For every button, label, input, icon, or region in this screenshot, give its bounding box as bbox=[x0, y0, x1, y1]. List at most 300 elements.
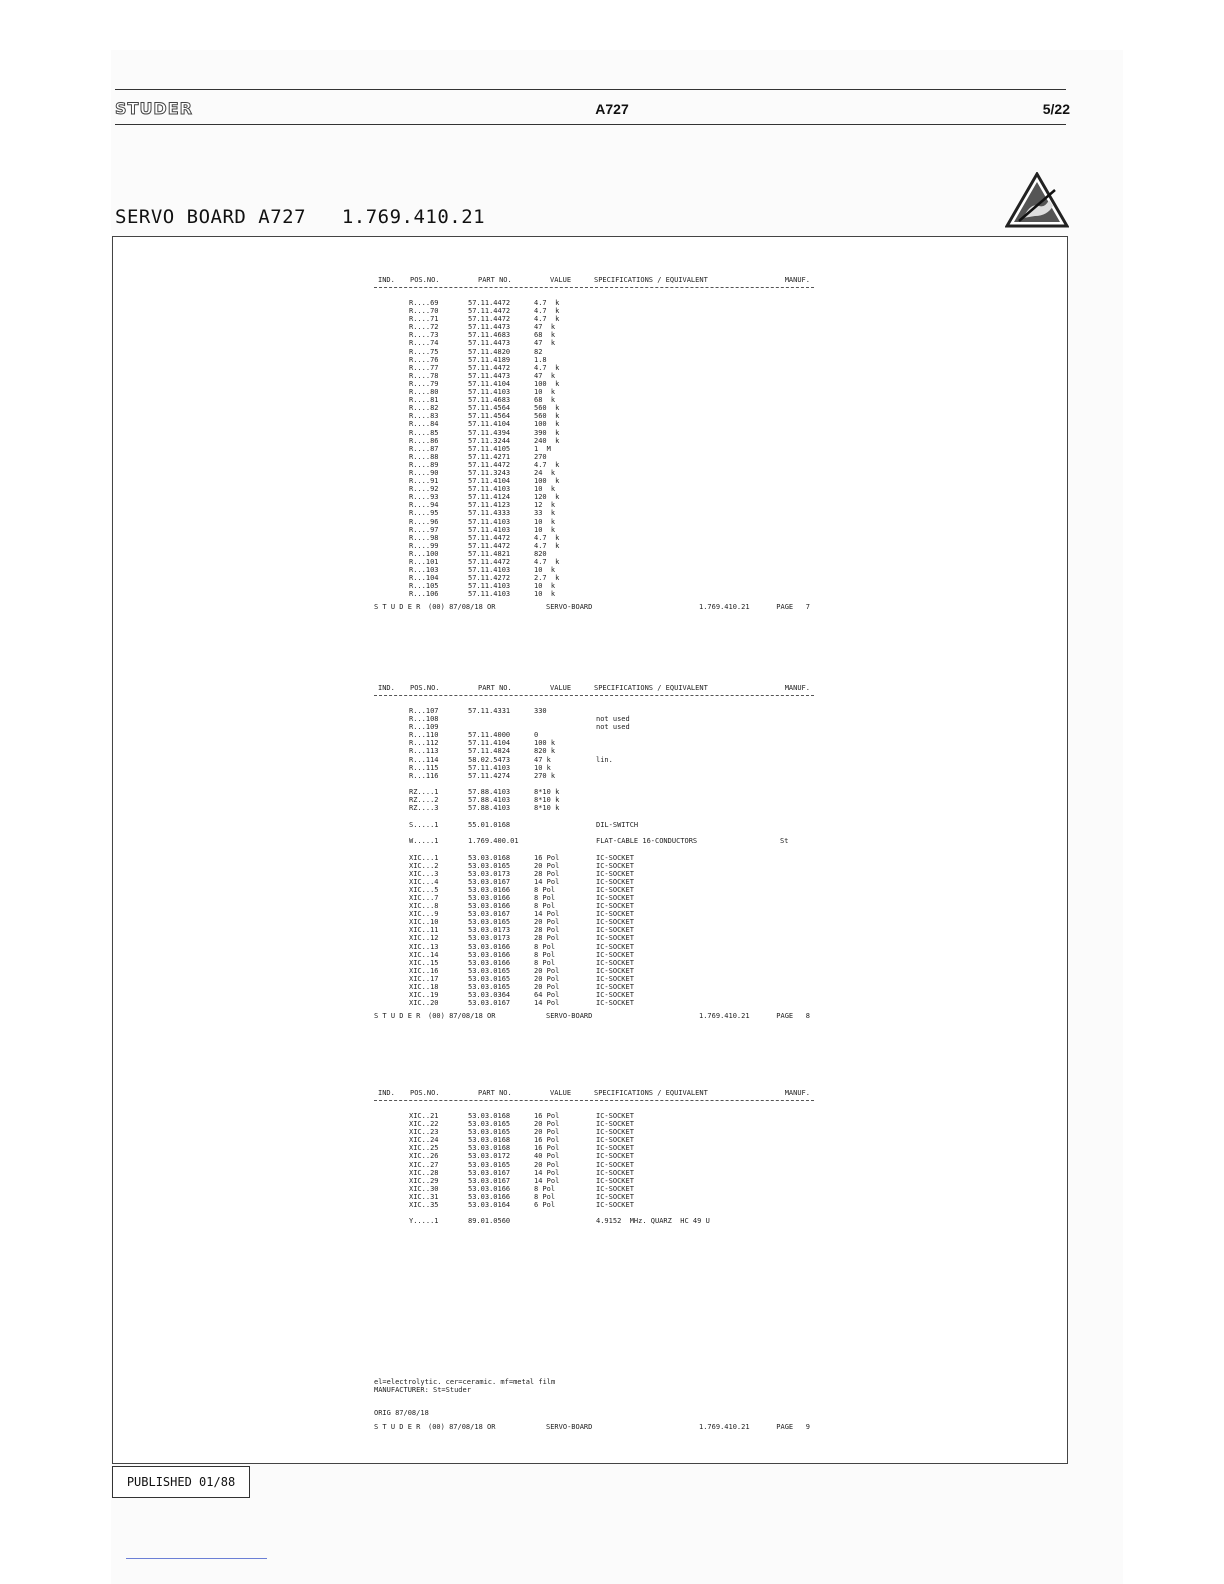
table-row bbox=[374, 1193, 814, 1201]
table-row bbox=[374, 967, 814, 975]
part-no: 53.03.0166 bbox=[468, 1192, 511, 1201]
part-no: 53.03.0165 bbox=[468, 974, 511, 983]
part-no: 57.11.4473 bbox=[468, 323, 511, 332]
part-no: 53.03.0166 bbox=[468, 1184, 511, 1193]
table-row bbox=[374, 582, 814, 590]
value: 10 k bbox=[534, 566, 556, 575]
value: 1.8 bbox=[534, 355, 547, 364]
specification: IC-SOCKET bbox=[596, 877, 634, 886]
value: 390 k bbox=[534, 428, 560, 437]
table-row bbox=[374, 437, 814, 445]
pos-no: Y.....1 bbox=[409, 1217, 439, 1226]
table-row bbox=[374, 934, 814, 942]
table-row bbox=[374, 429, 814, 437]
row-spacer bbox=[374, 1209, 814, 1217]
specification: IC-SOCKET bbox=[596, 950, 634, 959]
col-header-value: VALUE bbox=[550, 276, 572, 284]
footer-studer: S T U D E R bbox=[374, 1012, 421, 1021]
header-model: A727 bbox=[595, 101, 629, 117]
value: 4.7 k bbox=[534, 363, 560, 372]
pos-no: XIC..31 bbox=[409, 1192, 439, 1201]
value: 100 k bbox=[534, 420, 560, 429]
part-no: 57.11.4123 bbox=[468, 501, 511, 510]
specification: IC-SOCKET bbox=[596, 918, 634, 927]
part-no: 55.01.0168 bbox=[468, 820, 511, 829]
value: 20 Pol bbox=[534, 983, 560, 991]
specification: IC-SOCKET bbox=[596, 926, 634, 935]
table-row bbox=[374, 918, 814, 926]
table-row bbox=[374, 380, 814, 388]
part-no: 53.03.0167 bbox=[468, 1176, 511, 1185]
header-dashed-rule bbox=[374, 1100, 814, 1101]
part-no: 57.11.4472 bbox=[468, 299, 511, 307]
pos-no: R...116 bbox=[409, 771, 439, 780]
pos-no: XIC...2 bbox=[409, 861, 439, 870]
part-no: 57.11.4473 bbox=[468, 371, 511, 380]
table-row bbox=[374, 1152, 814, 1160]
table-row bbox=[374, 715, 814, 723]
table-row bbox=[374, 493, 814, 501]
col-header-ind: IND. bbox=[378, 684, 395, 692]
value: 100 k bbox=[534, 379, 560, 388]
pos-no: R....73 bbox=[409, 331, 439, 340]
value: 820 bbox=[534, 549, 547, 558]
pos-no: R....97 bbox=[409, 525, 439, 534]
footer-rev: (00) 87/08/18 OR bbox=[428, 1422, 496, 1431]
published-stamp: PUBLISHED 01/88 bbox=[112, 1466, 250, 1498]
value: 6 Pol bbox=[534, 1201, 556, 1210]
value: 20 Pol bbox=[534, 918, 560, 927]
specification: IC-SOCKET bbox=[596, 1136, 634, 1145]
value: 20 Pol bbox=[534, 861, 560, 870]
table-row bbox=[374, 796, 814, 804]
table-row bbox=[374, 1161, 814, 1169]
table-row bbox=[374, 788, 814, 796]
table-row bbox=[374, 542, 814, 550]
value: 16 Pol bbox=[534, 853, 560, 862]
pos-no: R....91 bbox=[409, 477, 439, 486]
part-no: 53.03.0172 bbox=[468, 1152, 511, 1161]
value: 14 Pol bbox=[534, 1168, 560, 1177]
table-row bbox=[374, 420, 814, 428]
part-no: 57.11.4103 bbox=[468, 517, 511, 526]
table-row bbox=[374, 339, 814, 347]
pos-no: XIC...4 bbox=[409, 877, 439, 886]
part-no: 57.11.4104 bbox=[468, 420, 511, 429]
parts-list-page-8 bbox=[374, 684, 814, 1022]
row-spacer bbox=[374, 780, 814, 788]
pos-no: R....99 bbox=[409, 541, 439, 550]
col-header-manuf: MANUF. bbox=[784, 1089, 810, 1097]
value: 47 k bbox=[534, 755, 551, 764]
pos-no: R....74 bbox=[409, 339, 439, 348]
table-row bbox=[374, 331, 814, 339]
specification: IC-SOCKET bbox=[596, 885, 634, 894]
pos-no: R...107 bbox=[409, 707, 439, 715]
part-no: 57.88.4103 bbox=[468, 796, 511, 805]
part-no: 53.03.0364 bbox=[468, 991, 511, 1000]
pos-no: R....72 bbox=[409, 323, 439, 332]
pos-no: R...108 bbox=[409, 715, 439, 724]
pos-no: R...101 bbox=[409, 558, 439, 566]
table-row bbox=[374, 315, 814, 323]
footer-name: SERVO-BOARD bbox=[546, 1422, 593, 1431]
part-no: 53.03.0166 bbox=[468, 902, 511, 911]
specification: IC-SOCKET bbox=[596, 1128, 634, 1137]
footer-number: 1.769.410.21 bbox=[699, 1012, 750, 1021]
value: 4.7 k bbox=[534, 299, 560, 307]
col-header-manuf: MANUF. bbox=[784, 276, 810, 284]
pos-no: R....93 bbox=[409, 493, 439, 502]
value: 100 k bbox=[534, 739, 556, 748]
pos-no: XIC..27 bbox=[409, 1160, 439, 1169]
pos-no: R....80 bbox=[409, 388, 439, 397]
specification: IC-SOCKET bbox=[596, 869, 634, 878]
pos-no: R....86 bbox=[409, 436, 439, 445]
specification: IC-SOCKET bbox=[596, 853, 634, 862]
table-row bbox=[374, 878, 814, 886]
pos-no: XIC...1 bbox=[409, 853, 439, 862]
value: 47 k bbox=[534, 339, 556, 348]
row-spacer bbox=[374, 845, 814, 853]
value: 10 k bbox=[534, 582, 556, 591]
part-no: 53.03.0166 bbox=[468, 958, 511, 967]
pos-no: R...105 bbox=[409, 582, 439, 591]
part-no: 57.11.4103 bbox=[468, 485, 511, 494]
specification: IC-SOCKET bbox=[596, 1201, 634, 1210]
legend-line: MANUFACTURER: St=Studer bbox=[374, 1386, 471, 1395]
pos-no: R...115 bbox=[409, 763, 439, 772]
part-no: 53.03.0165 bbox=[468, 1120, 511, 1129]
specification: IC-SOCKET bbox=[596, 942, 634, 951]
part-no: 57.11.4103 bbox=[468, 590, 511, 599]
table-row bbox=[374, 469, 814, 477]
col-header-part: PART NO. bbox=[478, 1089, 512, 1097]
value: 240 k bbox=[534, 436, 560, 445]
pos-no: XIC..17 bbox=[409, 974, 439, 983]
footer-rev: (00) 87/08/18 OR bbox=[428, 603, 496, 612]
table-row bbox=[374, 501, 814, 509]
pos-no: XIC..10 bbox=[409, 918, 439, 927]
table-row bbox=[374, 991, 814, 999]
table-row bbox=[374, 558, 814, 566]
value: 4.7 k bbox=[534, 460, 560, 469]
specification: IC-SOCKET bbox=[596, 1112, 634, 1120]
value: 28 Pol bbox=[534, 869, 560, 878]
footer-studer: S T U D E R bbox=[374, 1422, 421, 1431]
value: 68 k bbox=[534, 396, 556, 405]
table-row bbox=[374, 388, 814, 396]
pos-no: R...109 bbox=[409, 723, 439, 732]
pos-no: XIC..12 bbox=[409, 934, 439, 943]
specification: IC-SOCKET bbox=[596, 974, 634, 983]
footer-page: PAGE 8 bbox=[776, 1012, 810, 1021]
table-row bbox=[374, 902, 814, 910]
pos-no: XIC..35 bbox=[409, 1201, 439, 1210]
table-row bbox=[374, 959, 814, 967]
value: 8*10 k bbox=[534, 796, 560, 805]
part-no: 57.11.4824 bbox=[468, 747, 511, 756]
pos-no: XIC..29 bbox=[409, 1176, 439, 1185]
part-no: 53.03.0165 bbox=[468, 966, 511, 975]
part-no: 57.11.4472 bbox=[468, 533, 511, 542]
value: 120 k bbox=[534, 493, 560, 502]
table-row bbox=[374, 837, 814, 845]
part-no: 53.03.0167 bbox=[468, 999, 511, 1008]
pos-no: XIC...9 bbox=[409, 910, 439, 919]
part-no: 53.03.0165 bbox=[468, 1160, 511, 1169]
col-header-pos: POS.NO. bbox=[410, 276, 440, 284]
table-row bbox=[374, 299, 814, 307]
part-no: 57.11.4189 bbox=[468, 355, 511, 364]
specification: IC-SOCKET bbox=[596, 966, 634, 975]
table-row bbox=[374, 821, 814, 829]
part-no: 53.03.0173 bbox=[468, 926, 511, 935]
pos-no: R....87 bbox=[409, 444, 439, 453]
part-no: 53.03.0166 bbox=[468, 885, 511, 894]
value: 14 Pol bbox=[534, 999, 560, 1008]
pos-no: R...106 bbox=[409, 590, 439, 599]
specification: IC-SOCKET bbox=[596, 983, 634, 991]
part-no: 57.11.4105 bbox=[468, 444, 511, 453]
value: 8 Pol bbox=[534, 902, 556, 911]
pos-no: XIC...8 bbox=[409, 902, 439, 911]
value: 82 bbox=[534, 347, 543, 356]
part-no: 53.03.0167 bbox=[468, 1168, 511, 1177]
part-no: 57.11.4272 bbox=[468, 574, 511, 583]
footer-number: 1.769.410.21 bbox=[699, 1422, 750, 1431]
pos-no: R....81 bbox=[409, 396, 439, 405]
table-row bbox=[374, 1120, 814, 1128]
table-row bbox=[374, 886, 814, 894]
part-no: 57.11.4103 bbox=[468, 388, 511, 397]
value: 8 Pol bbox=[534, 958, 556, 967]
table-row bbox=[374, 404, 814, 412]
value: 8 Pol bbox=[534, 893, 556, 902]
pos-no: XIC..19 bbox=[409, 991, 439, 1000]
specification: IC-SOCKET bbox=[596, 1152, 634, 1161]
table-row bbox=[374, 910, 814, 918]
orig-date: ORIG 87/08/18 bbox=[374, 1408, 429, 1417]
part-no: 53.03.0168 bbox=[468, 1144, 511, 1153]
table-row bbox=[374, 364, 814, 372]
specification: IC-SOCKET bbox=[596, 893, 634, 902]
table-row bbox=[374, 862, 814, 870]
table-row bbox=[374, 1217, 814, 1225]
specification: IC-SOCKET bbox=[596, 910, 634, 919]
table-row bbox=[374, 772, 814, 780]
part-no: 57.11.4104 bbox=[468, 739, 511, 748]
pos-no: R....88 bbox=[409, 452, 439, 461]
esd-warning-icon bbox=[1005, 172, 1069, 228]
table-row bbox=[374, 348, 814, 356]
header-page-number: 5/22 bbox=[1042, 101, 1070, 117]
pos-no: R...100 bbox=[409, 549, 439, 558]
part-no: 57.11.4472 bbox=[468, 315, 511, 324]
header-dashed-rule bbox=[374, 695, 814, 696]
specification: IC-SOCKET bbox=[596, 902, 634, 911]
table-row bbox=[374, 574, 814, 582]
value: 10 k bbox=[534, 388, 556, 397]
value: 64 Pol bbox=[534, 991, 560, 1000]
part-no: 57.11.4472 bbox=[468, 460, 511, 469]
specification: not used bbox=[596, 715, 630, 724]
part-no: 57.11.4821 bbox=[468, 549, 511, 558]
pos-no: R...104 bbox=[409, 574, 439, 583]
col-header-spec: SPECIFICATIONS / EQUIVALENT bbox=[594, 1089, 708, 1097]
pos-no: XIC...5 bbox=[409, 885, 439, 894]
pos-no: R....77 bbox=[409, 363, 439, 372]
pos-no: R....69 bbox=[409, 299, 439, 307]
page-footer bbox=[374, 603, 814, 613]
board-title: SERVO BOARD A727 1.769.410.21 bbox=[115, 206, 486, 228]
part-no: 57.11.4104 bbox=[468, 379, 511, 388]
specification: IC-SOCKET bbox=[596, 1144, 634, 1153]
value: 10 k bbox=[534, 485, 556, 494]
part-no: 53.03.0168 bbox=[468, 1112, 511, 1120]
specification: FLAT-CABLE 16-CONDUCTORS bbox=[596, 837, 698, 846]
footer-number: 1.769.410.21 bbox=[699, 603, 750, 612]
value: 330 bbox=[534, 707, 547, 715]
table-row bbox=[374, 1169, 814, 1177]
specification: IC-SOCKET bbox=[596, 861, 634, 870]
pos-no: XIC..26 bbox=[409, 1152, 439, 1161]
part-no: 57.11.4394 bbox=[468, 428, 511, 437]
part-no: 57.11.3243 bbox=[468, 468, 511, 477]
value: 0 bbox=[534, 731, 539, 740]
studer-logo: STUDER bbox=[115, 99, 193, 118]
part-no: 53.03.0166 bbox=[468, 893, 511, 902]
value: 20 Pol bbox=[534, 1120, 560, 1129]
pos-no: XIC...7 bbox=[409, 893, 439, 902]
value: 20 Pol bbox=[534, 966, 560, 975]
part-no: 53.03.0166 bbox=[468, 950, 511, 959]
page-footer bbox=[374, 1012, 814, 1022]
specification: IC-SOCKET bbox=[596, 1184, 634, 1193]
pos-no: R...103 bbox=[409, 566, 439, 575]
value: 8*10 k bbox=[534, 788, 560, 797]
column-headers bbox=[374, 276, 814, 286]
table-row bbox=[374, 461, 814, 469]
table-row bbox=[374, 445, 814, 453]
table-row bbox=[374, 870, 814, 878]
row-spacer bbox=[374, 812, 814, 820]
table-row bbox=[374, 590, 814, 598]
pos-no: R...113 bbox=[409, 747, 439, 756]
pos-no: RZ....2 bbox=[409, 796, 439, 805]
part-no: 57.11.4472 bbox=[468, 307, 511, 316]
value: 2.7 k bbox=[534, 574, 560, 583]
value: 10 k bbox=[534, 590, 556, 599]
value: 47 k bbox=[534, 371, 556, 380]
part-no: 57.11.4564 bbox=[468, 404, 511, 413]
col-header-pos: POS.NO. bbox=[410, 1089, 440, 1097]
column-headers bbox=[374, 1089, 814, 1099]
part-no: 53.03.0165 bbox=[468, 918, 511, 927]
part-no: 53.03.0165 bbox=[468, 861, 511, 870]
header-top-rule bbox=[115, 89, 1066, 90]
parts-rows bbox=[374, 1112, 814, 1226]
table-row bbox=[374, 1112, 814, 1120]
part-no: 57.11.4103 bbox=[468, 525, 511, 534]
pos-no: XIC..25 bbox=[409, 1144, 439, 1153]
table-row bbox=[374, 723, 814, 731]
value: 16 Pol bbox=[534, 1136, 560, 1145]
specification: IC-SOCKET bbox=[596, 1168, 634, 1177]
part-no: 57.11.4271 bbox=[468, 452, 511, 461]
table-row bbox=[374, 323, 814, 331]
parts-rows bbox=[374, 707, 814, 1007]
pos-no: XIC..24 bbox=[409, 1136, 439, 1145]
pos-no: R....71 bbox=[409, 315, 439, 324]
part-no: 57.11.4104 bbox=[468, 477, 511, 486]
pos-no: XIC..15 bbox=[409, 958, 439, 967]
part-no: 57.11.4472 bbox=[468, 541, 511, 550]
col-header-manuf: MANUF. bbox=[784, 684, 810, 692]
pos-no: XIC..30 bbox=[409, 1184, 439, 1193]
pos-no: R....89 bbox=[409, 460, 439, 469]
col-header-value: VALUE bbox=[550, 1089, 572, 1097]
value: 560 k bbox=[534, 404, 560, 413]
table-row bbox=[374, 951, 814, 959]
part-no: 57.11.4564 bbox=[468, 412, 511, 421]
table-row bbox=[374, 412, 814, 420]
col-header-value: VALUE bbox=[550, 684, 572, 692]
pos-no: R....78 bbox=[409, 371, 439, 380]
pos-no: R....70 bbox=[409, 307, 439, 316]
part-no: 53.03.0164 bbox=[468, 1201, 511, 1210]
part-no: 53.03.0173 bbox=[468, 934, 511, 943]
part-no: 57.11.4103 bbox=[468, 582, 511, 591]
value: 20 Pol bbox=[534, 1128, 560, 1137]
specification: IC-SOCKET bbox=[596, 958, 634, 967]
table-row bbox=[374, 526, 814, 534]
value: 8 Pol bbox=[534, 942, 556, 951]
value: 68 k bbox=[534, 331, 556, 340]
col-header-part: PART NO. bbox=[478, 684, 512, 692]
table-row bbox=[374, 894, 814, 902]
table-row bbox=[374, 356, 814, 364]
table-row bbox=[374, 707, 814, 715]
part-no: 53.03.0167 bbox=[468, 910, 511, 919]
pos-no: XIC..14 bbox=[409, 950, 439, 959]
part-no: 57.11.4683 bbox=[468, 331, 511, 340]
table-row bbox=[374, 804, 814, 812]
part-no: 53.03.0167 bbox=[468, 877, 511, 886]
value: 8 Pol bbox=[534, 885, 556, 894]
table-row bbox=[374, 1201, 814, 1209]
pos-no: R...112 bbox=[409, 739, 439, 748]
table-row bbox=[374, 477, 814, 485]
pos-no: R....92 bbox=[409, 485, 439, 494]
table-row bbox=[374, 983, 814, 991]
pos-no: RZ....3 bbox=[409, 804, 439, 813]
value: 47 k bbox=[534, 323, 556, 332]
pos-no: XIC..11 bbox=[409, 926, 439, 935]
value: 10 k bbox=[534, 525, 556, 534]
specification: 4.9152 MHz. QUARZ HC 49 U bbox=[596, 1217, 710, 1226]
table-row bbox=[374, 764, 814, 772]
parts-list-page-9 bbox=[374, 1089, 814, 1433]
pos-no: XIC..28 bbox=[409, 1168, 439, 1177]
pos-no: R....82 bbox=[409, 404, 439, 413]
pos-no: RZ....1 bbox=[409, 788, 439, 797]
part-no: 57.11.4000 bbox=[468, 731, 511, 740]
part-no: 57.11.3244 bbox=[468, 436, 511, 445]
value: 16 Pol bbox=[534, 1144, 560, 1153]
part-no: 53.03.0168 bbox=[468, 1136, 511, 1145]
part-no: 57.11.4333 bbox=[468, 509, 511, 518]
